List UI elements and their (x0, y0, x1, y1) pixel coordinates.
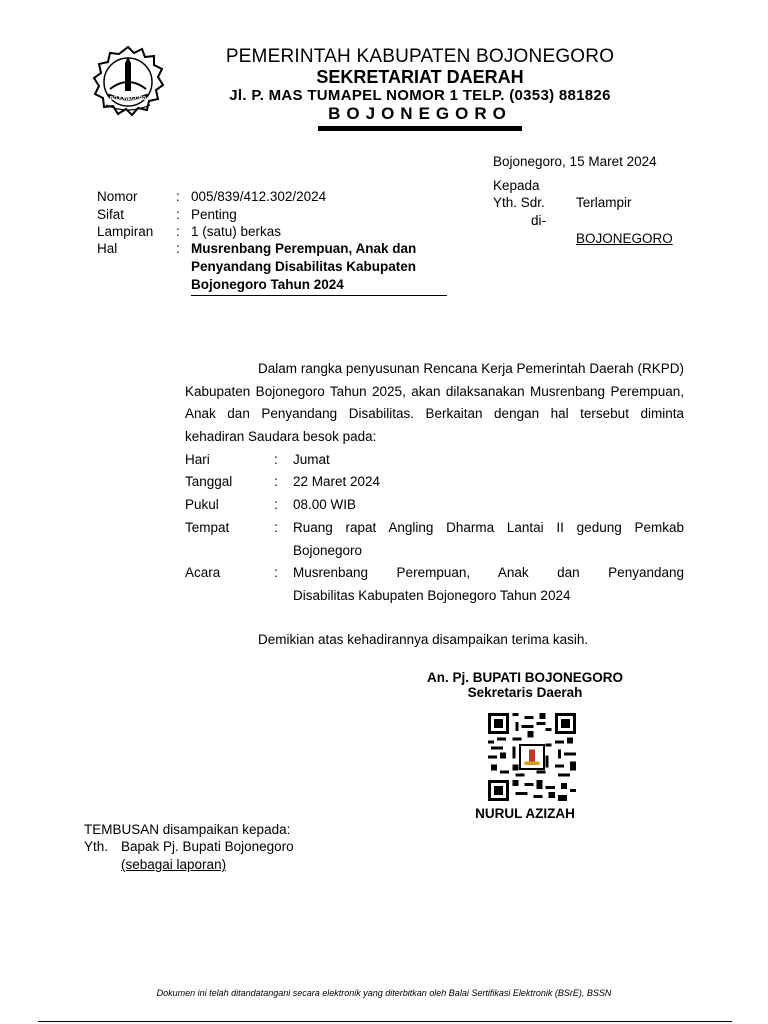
detail-label: Pukul (185, 497, 219, 512)
hal-row (97, 240, 457, 296)
detail-value-line2: Disabilitas Kabupaten Bojonegoro Tahun 2024 (293, 588, 571, 603)
lampiran-row (97, 223, 457, 240)
lampiran-label: Lampiran (97, 224, 154, 239)
colon: : (176, 189, 180, 204)
hal-underline (191, 295, 447, 296)
detail-value: 08.00 WIB (293, 497, 357, 512)
letterhead-address: Jl. P. MAS TUMAPEL NOMOR 1 TELP. (0353) 881826 (229, 87, 611, 104)
detail-tempat (185, 517, 685, 563)
signatory-name: NURUL AZIZAH (475, 806, 575, 821)
letterhead-underline (318, 126, 522, 131)
detail-value: 22 Maret 2024 (293, 474, 381, 489)
detail-pukul (185, 494, 685, 517)
recipient-name: Terlampir (576, 195, 632, 210)
letterhead-government: PEMERINTAH KABUPATEN BOJONEGORO (225, 46, 615, 67)
detail-tanggal (185, 471, 685, 494)
detail-hari (185, 449, 685, 472)
recipient-di: di- (531, 213, 547, 228)
signature-title: An. Pj. BUPATI BOJONEGORO (426, 670, 623, 685)
colon: : (274, 497, 278, 512)
tembusan-note (121, 857, 226, 872)
hal-value: Musrenbang Perempuan, Anak dan Penyandang Disabilitas Kabupaten Bojonegoro Tahun 2024 (191, 241, 417, 292)
detail-value-line1: Musrenbang Perempuan, Anak dan Penyandang (293, 565, 684, 580)
colon: : (176, 224, 180, 239)
detail-value-line2: Bojonegoro (293, 543, 363, 558)
seal-text: BOJONEGORO (109, 96, 147, 102)
recipient-yth: Yth. Sdr. (493, 195, 545, 210)
tembusan-yth: Yth. (84, 839, 109, 854)
colon: : (274, 452, 278, 467)
signature-position: Sekretaris Daerah (467, 685, 583, 700)
hal-label: Hal (97, 241, 118, 256)
colon: : (176, 207, 180, 222)
nomor-value: 005/839/412.302/2024 (191, 189, 327, 204)
detail-label: Tempat (185, 520, 230, 535)
body-paragraph: Dalam rangka penyusunan Rencana Kerja Pemerintah Daerah (RKPD) Kabupaten Bojonegoro Tahun 2025, akan dilaksanakan Musrenbang Perempuan, Anak dan Penyandang Disabilitas. Berkaitan dengan hal tersebut diminta kehadiran Saudara besok pada: (185, 361, 684, 444)
sifat-row (97, 206, 457, 223)
tembusan-title: TEMBUSAN disampaikan kepada: (84, 822, 291, 837)
nomor-row (97, 188, 457, 205)
letter-date: Bojonegoro, 15 Maret 2024 (493, 154, 657, 169)
detail-label: Hari (185, 452, 210, 467)
nomor-label: Nomor (97, 189, 138, 204)
colon: : (274, 474, 278, 489)
footer-line (38, 1021, 732, 1022)
lampiran-value: 1 (satu) berkas (191, 224, 282, 239)
tembusan-item: Bapak Pj. Bupati Bojonegoro (121, 839, 294, 854)
qr-code-signature (488, 713, 576, 801)
sifat-label: Sifat (97, 207, 125, 222)
colon: : (176, 241, 180, 256)
electronic-signature-footer: Dokumen ini telah ditandatangani secara elektronik yang diterbitkan oleh Balai Sertifikasi Elektronik (BSrE), BSSN (156, 988, 612, 998)
colon: : (274, 520, 278, 535)
detail-value-line1: Ruang rapat Angling Dharma Lantai II gedung Pemkab (293, 520, 684, 535)
closing-sentence: Demikian atas kehadirannya disampaikan terima kasih. (258, 632, 589, 647)
colon: : (274, 565, 278, 580)
detail-label: Tanggal (185, 474, 233, 489)
letterhead-department: SEKRETARIAT DAERAH (316, 67, 524, 87)
recipient-place (576, 231, 673, 246)
detail-value: Jumat (293, 452, 330, 467)
detail-acara (185, 562, 685, 608)
bojonegoro-seal-logo (92, 45, 164, 119)
recipient-place-text: BOJONEGORO (576, 231, 673, 246)
detail-label: Acara (185, 565, 221, 580)
tembusan-note-text: (sebagai laporan) (121, 857, 227, 872)
recipient-kepada: Kepada (493, 178, 540, 193)
letterhead-city: BOJONEGORO (328, 104, 512, 123)
sifat-value: Penting (191, 207, 237, 222)
